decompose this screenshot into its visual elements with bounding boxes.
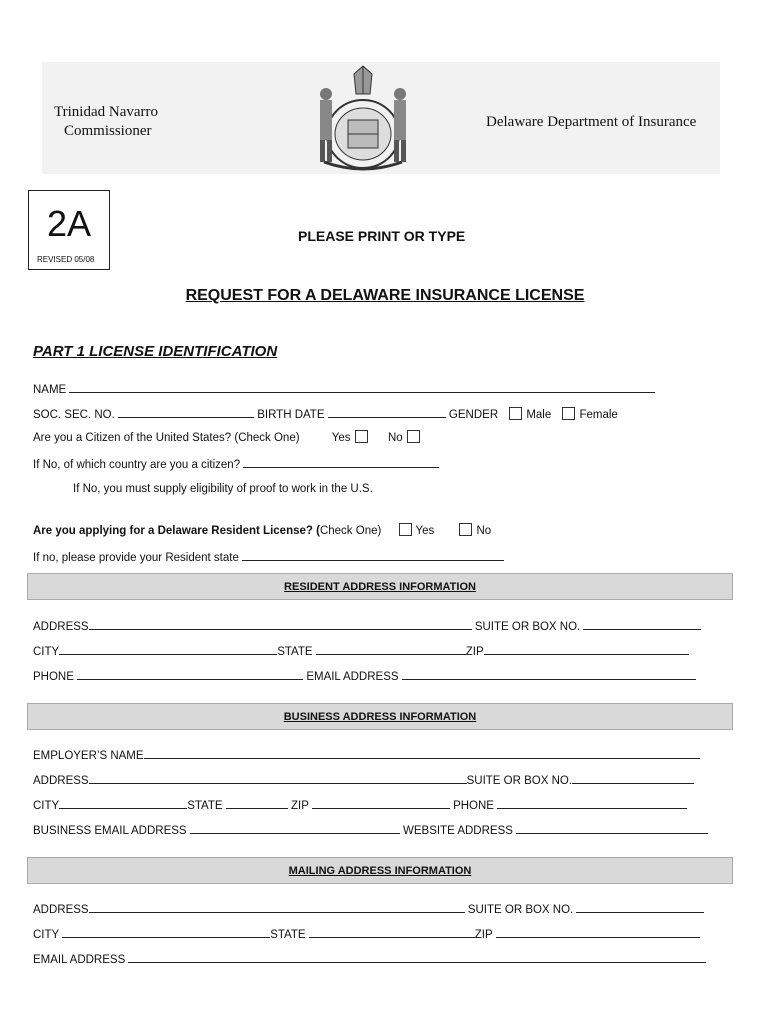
mail-city-row (33, 925, 700, 941)
resident-state-field[interactable] (242, 548, 504, 561)
business-address-band (27, 703, 733, 730)
resident-license-row (33, 523, 491, 539)
ssn-field[interactable] (118, 405, 254, 418)
resident-question-rest: Check One) (319, 525, 382, 537)
res-address-row (33, 617, 701, 633)
country-question: If No, of which country are you a citizen? (33, 459, 241, 471)
birth-date-field[interactable] (328, 405, 446, 418)
revision-date: REVISED 05/08 (37, 255, 95, 264)
res-zip-field[interactable] (484, 642, 689, 655)
employer-row (33, 746, 700, 762)
country-field[interactable] (243, 455, 439, 468)
mail-city-field[interactable] (62, 925, 270, 938)
resident-address-heading: RESIDENT ADDRESS INFORMATION (284, 581, 476, 593)
res-city-row (33, 642, 689, 658)
mail-address-label: ADDRESS (33, 904, 89, 916)
res-city-field[interactable] (59, 642, 277, 655)
employer-label: EMPLOYER’S NAME (33, 750, 144, 762)
bus-zip-label: ZIP (290, 800, 309, 812)
bus-address-row (33, 771, 694, 787)
res-address-field[interactable] (89, 617, 472, 630)
resident-no-checkbox[interactable] (459, 523, 472, 536)
country-row (33, 455, 439, 471)
res-state-label: STATE (277, 646, 313, 658)
print-instruction: PLEASE PRINT OR TYPE (298, 228, 466, 244)
name-row (33, 380, 655, 396)
birth-date-label: BIRTH DATE (257, 409, 325, 421)
res-suite-label: SUITE OR BOX NO. (474, 621, 581, 633)
mail-zip-label: ZIP (474, 929, 493, 941)
mail-address-field[interactable] (89, 900, 465, 913)
mail-email-field[interactable] (128, 950, 706, 963)
res-phone-label: PHONE (33, 671, 74, 683)
ssn-label: SOC. SEC. NO. (33, 409, 115, 421)
website-field[interactable] (516, 821, 708, 834)
form-id-box (28, 190, 110, 270)
resident-no-label: No (476, 525, 492, 537)
bus-city-label: CITY (33, 800, 60, 812)
mail-address-row (33, 900, 704, 916)
bus-phone-field[interactable] (497, 796, 687, 809)
bus-state-label: STATE (187, 800, 223, 812)
res-city-label: CITY (33, 646, 60, 658)
mail-state-field[interactable] (309, 925, 475, 938)
gender-label: GENDER (448, 409, 499, 421)
bus-state-field[interactable] (226, 796, 288, 809)
bus-email-label: BUSINESS EMAIL ADDRESS (33, 825, 187, 837)
female-checkbox[interactable] (562, 407, 575, 420)
department-name: Delaware Department of Insurance (486, 114, 697, 130)
res-suite-field[interactable] (583, 617, 701, 630)
commissioner-block (54, 103, 194, 141)
bus-city-row (33, 796, 687, 812)
res-address-label: ADDRESS (33, 621, 89, 633)
resident-yes-label: Yes (415, 525, 435, 537)
citizen-no-label: No (387, 432, 403, 444)
citizen-no-checkbox[interactable] (407, 430, 420, 443)
male-label: Male (526, 409, 552, 421)
form-number: 2A (46, 203, 92, 244)
female-label: Female (579, 409, 618, 421)
resident-address-band (27, 573, 733, 600)
mail-city-label: CITY (33, 929, 59, 941)
mail-email-label: EMAIL ADDRESS (33, 954, 126, 966)
mailing-address-band (27, 857, 733, 884)
business-address-heading: BUSINESS ADDRESS INFORMATION (283, 711, 477, 723)
mail-zip-field[interactable] (496, 925, 700, 938)
bus-phone-label: PHONE (453, 800, 494, 812)
resident-question-bold: Are you applying for a Delaware Resident License? ( (33, 525, 320, 537)
bus-city-field[interactable] (59, 796, 187, 809)
citizen-question: Are you a Citizen of the United States? (Check One) (33, 432, 300, 444)
res-state-field[interactable] (316, 642, 466, 655)
mail-suite-label: SUITE OR BOX NO. (467, 904, 574, 916)
bus-zip-field[interactable] (312, 796, 450, 809)
commissioner-name: Trinidad Navarro (54, 104, 159, 120)
resident-yes-checkbox[interactable] (399, 523, 412, 536)
res-zip-label: ZIP (465, 646, 484, 658)
res-email-label: EMAIL ADDRESS (306, 671, 399, 683)
res-phone-row (33, 667, 696, 683)
citizen-yes-label: Yes (331, 432, 351, 444)
delaware-state-seal-icon (304, 64, 422, 174)
male-checkbox[interactable] (509, 407, 522, 420)
mail-suite-field[interactable] (576, 900, 704, 913)
eligibility-note: If No, you must supply eligibility of proof to work in the U.S. (73, 483, 373, 495)
form-title: REQUEST FOR A DELAWARE INSURANCE LICENSE (185, 287, 585, 304)
citizen-yes-checkbox[interactable] (355, 430, 368, 443)
res-email-field[interactable] (402, 667, 696, 680)
bus-email-field[interactable] (190, 821, 400, 834)
bus-suite-field[interactable] (572, 771, 694, 784)
name-label: NAME (33, 384, 67, 396)
commissioner-title: Commissioner (64, 123, 152, 139)
resident-state-question: If no, please provide your Resident state (33, 552, 239, 564)
bus-address-field[interactable] (89, 771, 467, 784)
mail-state-label: STATE (270, 929, 306, 941)
mail-email-row (33, 950, 706, 966)
resident-state-row (33, 548, 504, 564)
bus-email-row (33, 821, 708, 837)
name-field[interactable] (69, 380, 655, 393)
citizen-row (33, 430, 424, 446)
website-label: WEBSITE ADDRESS (403, 825, 513, 837)
mailing-address-heading: MAILING ADDRESS INFORMATION (288, 865, 472, 877)
res-phone-field[interactable] (77, 667, 303, 680)
ssn-row (33, 405, 618, 421)
bus-address-label: ADDRESS (33, 775, 89, 787)
bus-suite-label: SUITE OR BOX NO. (466, 775, 573, 787)
employer-field[interactable] (144, 746, 700, 759)
part1-heading: PART 1 LICENSE IDENTIFICATION (33, 343, 278, 360)
